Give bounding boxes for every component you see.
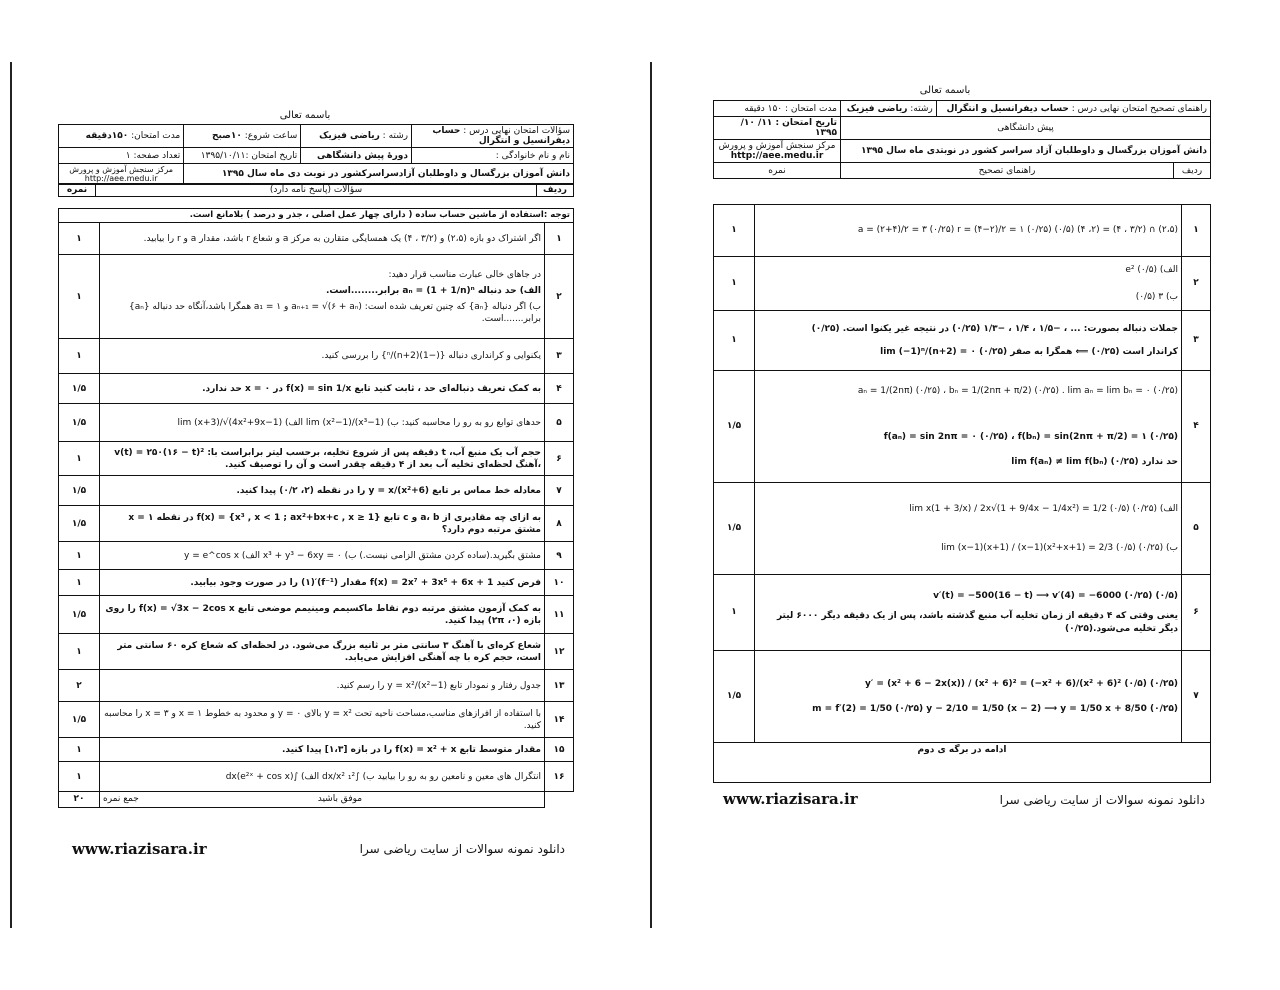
start-cell bbox=[184, 125, 301, 148]
exam-date: تاریخ امتحان :۱۳۹۵/۱۰/۱۱ bbox=[184, 148, 301, 164]
site-url: www.riazisara.ir bbox=[72, 840, 207, 858]
answer-score: ۱/۵ bbox=[714, 483, 755, 575]
answer-score: ۱ bbox=[714, 257, 755, 311]
question-score: ۱ bbox=[59, 570, 100, 596]
score-label: نمره bbox=[714, 163, 841, 179]
question-number: ۴ bbox=[545, 374, 574, 404]
question-number: ۸ bbox=[545, 506, 574, 542]
answers-table bbox=[713, 204, 1211, 783]
subject-cell bbox=[412, 125, 574, 148]
row-label: ردیف bbox=[537, 184, 574, 197]
question-text: حجم آب یک منبع آب، t دقیقه پس از شروع تخلیه، برحسب لیتر برابراست با: v(t) = ۲۵۰(۱۶ − t)² ،آهنگ لحظه‌ای تخلیه آب بعد از ۴ دقیقه چقدر است و آن را توصیف کنید. bbox=[100, 442, 545, 476]
question-row bbox=[59, 634, 574, 670]
answer-number: ۵ bbox=[1182, 483, 1211, 575]
question-row bbox=[59, 762, 574, 792]
answer-part-a: الف) lim x(1 + 3/x) / 2x√(1 + 9/4x − 1/4x²) = 1/2 (۰/۵) (۰/۲۵) bbox=[909, 504, 1178, 515]
center-url: http://aee.medu.ir bbox=[84, 174, 158, 183]
question-row bbox=[59, 670, 574, 702]
question-text: مقدار متوسط تابع f(x) = x² + x را در بازه [۱،۳] پیدا کنید. bbox=[100, 738, 545, 762]
question-row bbox=[59, 223, 574, 255]
question-score: ۱ bbox=[59, 255, 100, 339]
question-text bbox=[100, 255, 545, 339]
question-part-b: ب) اگر دنباله {aₙ} که چنین تعریف شده است: aₙ₊₁ = √(۶ + aₙ) و a₁ = ۱ همگرا باشد،آنگاه حد دنباله {aₙ} برابر.......است. bbox=[128, 301, 541, 325]
answer-line: جملات دنباله بصورت: ... ، −۱/۵ ، ۱/۴ ، −۱/۳ (۰/۲۵) در نتیجه غیر یکنوا است. (۰/۲۵) bbox=[811, 324, 1178, 335]
audience: دانش آموزان بزرگسال و داوطلبان آزادسراسرکشور در نوبت دی ماه سال ۱۳۹۵ bbox=[184, 164, 574, 185]
guide-title: راهنمای تصحیح bbox=[841, 163, 1174, 179]
question-score: ۱/۵ bbox=[59, 404, 100, 442]
answer-row bbox=[714, 371, 1211, 483]
total-score: ۲۰ bbox=[59, 792, 100, 807]
exam-date: تاریخ امتحان : ۱۱/ ۱۰/ ۱۳۹۵ bbox=[714, 117, 841, 140]
row-label: ردیف bbox=[1174, 163, 1211, 179]
field-label: رشته: bbox=[910, 103, 933, 114]
answer-number: ۲ bbox=[1182, 257, 1211, 311]
question-score: ۱ bbox=[59, 442, 100, 476]
question-text: معادله خط مماس بر تابع y = x/(x²+6) را در نقطه (۲، ۰/۲) پیدا کنید. bbox=[100, 476, 545, 506]
answer-text bbox=[755, 257, 1182, 311]
duration: ۱۵۰دقیقه bbox=[85, 131, 129, 141]
right-answer-page bbox=[640, 0, 1280, 990]
subject-label: سؤالات امتحان نهایی درس : bbox=[463, 126, 570, 136]
questions-table bbox=[58, 208, 574, 808]
answer-text bbox=[755, 371, 1182, 483]
total-label: جمع نمره bbox=[103, 794, 139, 805]
question-score: ۱ bbox=[59, 223, 100, 255]
questions-label: سؤالات (پاسخ نامه دارد) bbox=[96, 184, 537, 197]
question-part-a: الف) حد دنباله aₙ = (1 + 1/n)ⁿ برابر........است. bbox=[325, 285, 541, 296]
download-note: دانلود نمونه سوالات از سایت ریاضی سرا bbox=[999, 793, 1205, 807]
question-score: ۱ bbox=[59, 542, 100, 570]
question-row bbox=[59, 596, 574, 634]
answer-number: ۳ bbox=[1182, 311, 1211, 371]
download-note: دانلود نمونه سوالات از سایت ریاضی سرا bbox=[359, 842, 565, 856]
site-url: www.riazisara.ir bbox=[723, 790, 858, 808]
question-score: ۱/۵ bbox=[59, 476, 100, 506]
center-url: http://aee.medu.ir bbox=[730, 151, 824, 161]
duration-cell bbox=[59, 125, 184, 148]
question-score: ۱/۵ bbox=[59, 374, 100, 404]
question-score: ۱/۵ bbox=[59, 596, 100, 634]
guide-label: راهنمای تصحیح امتحان نهایی درس : bbox=[1071, 103, 1207, 114]
question-number: ۷ bbox=[545, 476, 574, 506]
question-text: حدهای توابع رو به رو را محاسبه کنید: ب) lim (x²−1)/(x³−1) الف) lim (x+3)/√(4x²+9x−1) bbox=[100, 404, 545, 442]
duration: مدت امتحان : ۱۵۰ دقیقه bbox=[714, 101, 841, 117]
question-text: اگر اشتراک دو بازه (۲،۵) و (۳/۲ ، ۴) یک همسایگی متقارن به مرکز a و شعاع r باشد، مقدار a و r را بیابید. bbox=[100, 223, 545, 255]
good-luck: موفق باشید bbox=[317, 794, 363, 805]
field-cell bbox=[301, 125, 412, 148]
answer-score: ۱ bbox=[714, 311, 755, 371]
besmellah: باسمه تعالی bbox=[279, 110, 331, 121]
answer-row bbox=[714, 257, 1211, 311]
answer-score: ۱ bbox=[714, 575, 755, 651]
question-row bbox=[59, 404, 574, 442]
course: دورۀ پیش دانشگاهی bbox=[301, 148, 412, 164]
duration-label: مدت امتحان: bbox=[131, 131, 181, 141]
answer-line: کراندار است (۰/۲۵) ⟸ همگرا به صفر (۰/۲۵) lim (−1)ⁿ/(n+2) = ۰ bbox=[880, 346, 1178, 357]
question-score: ۱ bbox=[59, 634, 100, 670]
answer-row bbox=[714, 311, 1211, 371]
score-label: نمره bbox=[59, 184, 96, 197]
answer-number: ۷ bbox=[1182, 651, 1211, 743]
question-text: فرض کنید f(x) = 2x⁷ + 3x⁵ + 6x + 1 مقدار (f⁻¹)′(۱) را در صورت وجود بیابید. bbox=[100, 570, 545, 596]
center-cell bbox=[59, 164, 184, 185]
answer-number: ۴ bbox=[1182, 371, 1211, 483]
continue-row bbox=[714, 743, 1211, 783]
center-name: مرکز سنجش آموزش و پرورش bbox=[69, 165, 174, 174]
audience: دانش آموزان بزرگسال و داوطلبان آزاد سراسر کشور در نوبتدی ماه سال ۱۳۹۵ bbox=[841, 140, 1211, 163]
center-name: مرکز سنجش آموزش و پرورش bbox=[718, 141, 836, 151]
answer-text bbox=[755, 483, 1182, 575]
answer-text: (۲،۵) ∩ (۳/۲ ، ۴) = (۲، ۴) (۰/۵) a = (۲+۴)/۲ = ۳ (۰/۲۵) r = (۴−۲)/۲ = ۱ (۰/۲۵) bbox=[755, 205, 1182, 257]
answer-part-b: ب) lim (x−1)(x+1) / (x−1)(x²+x+1) = 2/3 (۰/۵) (۰/۲۵) bbox=[941, 542, 1178, 553]
question-number: ۱۵ bbox=[545, 738, 574, 762]
questions-header-row bbox=[58, 183, 574, 197]
page-margin-line bbox=[10, 62, 12, 928]
question-text: به کمک آزمون مشتق مرتبه دوم نقاط ماکسیمم ومینیمم موضعی تابع f(x) = √3x − 2cos x را روی بازه (۰، ۲π) پیدا کنید. bbox=[100, 596, 545, 634]
subject: حساب دیفرانسیل و انتگرال bbox=[432, 126, 570, 146]
question-score: ۱ bbox=[59, 738, 100, 762]
answer-row bbox=[714, 205, 1211, 257]
answer-header bbox=[713, 100, 1211, 179]
answer-row bbox=[714, 575, 1211, 651]
question-number: ۹ bbox=[545, 542, 574, 570]
question-number: ۲ bbox=[545, 255, 574, 339]
answer-line: aₙ = 1/(2nπ) (۰/۲۵) ، bₙ = 1/(2nπ + π/2) (۰/۲۵) . lim aₙ = lim bₙ = ۰ (۰/۲۵) bbox=[857, 386, 1178, 397]
answer-text bbox=[755, 575, 1182, 651]
besmellah: باسمه تعالی bbox=[919, 85, 971, 96]
answer-row bbox=[714, 651, 1211, 743]
center-cell bbox=[714, 140, 841, 163]
exam-header bbox=[58, 124, 574, 185]
answer-text bbox=[755, 651, 1182, 743]
answer-score: ۱ bbox=[714, 205, 755, 257]
question-number: ۱۳ bbox=[545, 670, 574, 702]
question-text: به کمک تعریف دنباله‌ای حد ، ثابت کنید تابع f(x) = sin 1/x در x = ۰ حد ندارد. bbox=[100, 374, 545, 404]
question-row bbox=[59, 738, 574, 762]
question-text: مشتق بگیرید.(ساده کردن مشتق الزامی نیست.) ب) x³ + y³ − 6xy = ۰ الف) y = e^cos x bbox=[100, 542, 545, 570]
field: ریاضی فیزیک bbox=[846, 103, 908, 114]
question-stem: در جاهای خالی عبارت مناسب قرار دهید: bbox=[388, 269, 541, 280]
question-score: ۱ bbox=[59, 762, 100, 792]
field-cell bbox=[841, 101, 937, 117]
answer-number: ۶ bbox=[1182, 575, 1211, 651]
answer-row bbox=[714, 483, 1211, 575]
answer-part-b: ب) ۳ (۰/۵) bbox=[1135, 291, 1178, 302]
name-label: نام و نام خانوادگی : bbox=[412, 148, 574, 164]
question-number: ۱۴ bbox=[545, 702, 574, 738]
question-row bbox=[59, 506, 574, 542]
question-row bbox=[59, 339, 574, 374]
answer-line: f(aₙ) = sin 2nπ = ۰ (۰/۲۵) ، f(bₙ) = sin(2nπ + π/2) = ۱ (۰/۲۵) bbox=[883, 432, 1178, 443]
question-score: ۲ bbox=[59, 670, 100, 702]
course: پیش دانشگاهی bbox=[841, 117, 1211, 140]
question-score: ۱/۵ bbox=[59, 506, 100, 542]
question-row bbox=[59, 702, 574, 738]
question-text: انتگرال های معین و نامعین رو به رو را بیابید ب) ∫₁² dx/x² الف) ∫(e²ˣ + cos x)dx bbox=[100, 762, 545, 792]
start-time: ۱۰صبح bbox=[211, 131, 242, 141]
page-margin-line bbox=[650, 62, 652, 928]
guide-subject-cell bbox=[936, 101, 1210, 117]
question-number: ۵ bbox=[545, 404, 574, 442]
start-time-label: ساعت شروع: bbox=[244, 131, 298, 141]
continue-note: ادامه در برگه ی دوم bbox=[714, 743, 1211, 783]
answer-line: y′ = (x² + 6 − 2x(x)) / (x² + 6)² = (−x² + 6)/(x² + 6)² (۰/۵) (۰/۲۵) bbox=[865, 679, 1178, 690]
question-score: ۱ bbox=[59, 339, 100, 374]
field: ریاضی فیزیک bbox=[319, 131, 380, 141]
question-number: ۶ bbox=[545, 442, 574, 476]
question-row bbox=[59, 542, 574, 570]
question-number: ۱۱ bbox=[545, 596, 574, 634]
question-row bbox=[59, 255, 574, 339]
total-row bbox=[59, 792, 574, 807]
question-text: شعاع کره‌ای با آهنگ ۳ سانتی متر بر ثانیه بزرگ می‌شود. در لحظه‌ای که شعاع کره ۶۰ سانتی متر است، حجم کره با چه آهنگی افزایش می‌یابد. bbox=[100, 634, 545, 670]
answer-text bbox=[755, 311, 1182, 371]
question-number: ۱۰ bbox=[545, 570, 574, 596]
question-row bbox=[59, 476, 574, 506]
question-number: ۱۶ bbox=[545, 762, 574, 792]
page-count: تعداد صفحه: ۱ bbox=[59, 148, 184, 164]
answer-line: حد ندارد lim f(aₙ) ≠ lim f(bₙ) (۰/۲۵) bbox=[1011, 456, 1178, 467]
answer-score: ۱/۵ bbox=[714, 371, 755, 483]
question-text: جدول رفتار و نمودار تابع y = x²/(x²−1) را رسم کنید. bbox=[100, 670, 545, 702]
subject: حساب دیفرانسیل و انتگرال bbox=[946, 103, 1069, 114]
answer-line: m = f′(2) = 1/50 (۰/۲۵) y − 2/10 = 1/50 (x − 2) ⟶ y = 1/50 x + 8/50 (۰/۲۵) bbox=[812, 703, 1178, 714]
answer-number: ۱ bbox=[1182, 205, 1211, 257]
question-row bbox=[59, 442, 574, 476]
question-row bbox=[59, 374, 574, 404]
question-number: ۱۲ bbox=[545, 634, 574, 670]
calculator-note: توجه :استفاده از ماشین حساب ساده ( دارای چهار عمل اصلی ، جذر و درصد ) بلامانع است. bbox=[59, 209, 574, 223]
question-score: ۱/۵ bbox=[59, 702, 100, 738]
answer-line: v′(t) = −500(16 − t) ⟶ v′(4) = −6000 (۰/۲۵) (۰/۵) bbox=[933, 591, 1178, 602]
question-number: ۳ bbox=[545, 339, 574, 374]
question-text: به ازای چه مقادیری از a، b و c تابع f(x) = {x³ , x < 1 ; ax²+bx+c , x ≥ 1} در نقطه x = ۱ مشتق مرتبه دوم دارد؟ bbox=[100, 506, 545, 542]
answer-line: یعنی وقتی که ۴ دقیقه از زمان تخلیه آب منبع گذشته باشد، پس از یک دقیقه دیگر ۶۰۰۰ لیتر دیگر تخلیه می‌شود.(۰/۲۵) bbox=[776, 611, 1178, 634]
answer-score: ۱/۵ bbox=[714, 651, 755, 743]
question-number: ۱ bbox=[545, 223, 574, 255]
question-text: یکنوایی و کرانداری دنباله {(−1)ⁿ/(n+2)} را بررسی کنید. bbox=[100, 339, 545, 374]
question-text: با استفاده از افرازهای مناسب،مساحت ناحیه تحت y = x² بالای y = ۰ و محدود به خطوط x = ۱ و x = ۳ را محاسبه کنید. bbox=[100, 702, 545, 738]
answer-part-a: الف) e² (۰/۵) bbox=[1125, 265, 1178, 276]
field-label: رشته : bbox=[382, 131, 408, 141]
question-row bbox=[59, 570, 574, 596]
